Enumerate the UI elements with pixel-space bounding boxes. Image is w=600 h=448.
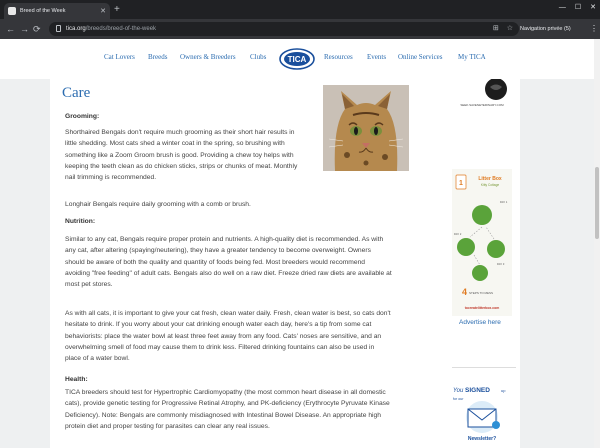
water-line: behaviorists: place the water bowl at least three feet away from any food. Cats' noses are sensitive, and an [65,332,382,340]
site-navigation [50,39,520,79]
svg-text:1: 1 [459,180,463,187]
nutrition-heading: Nutrition: [65,218,96,225]
nutrition-line: most pet stores. [65,281,113,289]
water-line: As with all cats, it is important to give your cat fresh, clean water daily. Fresh, clean water is best, so cats don't [65,310,391,317]
reload-icon[interactable]: ⟳ [33,24,41,34]
bookmark-star-icon[interactable]: ☆ [506,25,513,32]
grooming-line: Shorthaired Bengals don't require much grooming as their short hair results in [65,129,295,136]
lock-icon [56,25,61,32]
new-tab-icon[interactable]: + [114,4,120,15]
url-path: /breeds/breed-of-the-week [85,26,157,32]
incognito-indicator[interactable]: Navigation privée (5) [520,26,571,32]
forward-icon[interactable]: → [20,24,29,34]
health-heading: Health: [65,376,88,383]
tab-close-icon[interactable]: ✕ [100,7,106,15]
litter-ad-url: tocreatelitterbox.com [464,306,500,310]
grooming-line: little shedding. Most cats shed a winter coat in the spring, so brushing with [65,140,285,148]
bengal-cat-photo [323,85,409,171]
nutrition-line: Similar to any cat, Bengals require proper protein and nutrients. A high-quality diet is recommended. As with [65,236,384,243]
minimize-icon[interactable]: — [558,4,566,11]
health-line: Deficiency). Note: Bengals are commonly misdiagnosed with Intestinal Bowel Disease. An appropriate high [65,411,381,419]
sidebar-divider [452,367,516,368]
browser-menu-icon[interactable]: ⋮ [590,24,598,33]
newsletter-up: up [501,388,506,393]
grooming-paragraph [65,127,325,183]
close-window-icon[interactable]: ✕ [590,4,596,11]
nav-owners-breeders[interactable]: Owners & Breeders [180,53,236,61]
newsletter-you: You [453,388,464,394]
window-controls [559,2,596,14]
health-line: TICA breeders should test for Hypertrophic Cardiomyopathy (the most common heart disease in all domestic [65,389,386,396]
tica-logo[interactable] [279,48,315,70]
maximize-icon[interactable]: ☐ [574,4,582,11]
browser-tab[interactable] [4,3,110,19]
web-page [0,39,594,448]
back-icon[interactable]: ← [6,24,15,34]
health-paragraph [65,387,425,432]
longhair-paragraph: Longhair Bengals require daily grooming with a comb or brush. [65,201,251,208]
newsletter-ad[interactable] [452,383,512,443]
advertise-here-link[interactable]: Advertise here [459,319,501,326]
nav-events[interactable]: Events [367,53,387,61]
tab-title: Breed of the Week [20,8,66,14]
url-text[interactable] [66,24,156,34]
omnibox-actions [493,24,513,34]
grooming-heading: Grooming: [65,113,100,120]
article-content [50,79,424,448]
litter-step-label: DAY 2 [454,233,462,236]
nav-my-tica[interactable]: My TICA [458,53,486,61]
url-host: tica.org [66,26,86,32]
newsletter-for-our: for our [453,397,464,401]
nav-clubs[interactable]: Clubs [250,53,267,61]
page-title: Care [62,85,91,101]
address-bar[interactable] [49,22,519,36]
litter-step-label: DAY 3 [497,263,505,266]
grooming-line: nail trimming is recommended. [65,174,157,182]
browser-tab-strip [0,0,600,19]
nutrition-line: any cat, after altering (spaying/neutering), they have a greater tendency to become overweight. Owners [65,247,371,255]
vet-ad-banner[interactable] [452,79,512,109]
litter-ad-steps: STEPS TO MESS [469,291,494,295]
browser-toolbar [0,19,600,39]
nav-online-services[interactable]: Online Services [398,53,443,61]
grooming-line: something like a Zoom Groom brush is good. Providing a chew toy helps with [65,151,294,159]
page-gutter-right [520,79,594,448]
grooming-line: keeping the teeth clean as do chicken sticks, strips or chunks of meat. Monthly [65,162,298,170]
newsletter-text: Newsletter? [467,436,497,442]
page-scrollbar[interactable] [594,39,600,448]
water-paragraph [65,308,425,364]
nutrition-line: avoiding "free feeding" of adult cats. Bengals also do well on a raw diet. Freeze dried raw diets are available at [65,269,392,277]
newsletter-signed: SIGNED [465,387,490,394]
sidebar-ads [424,79,520,448]
litter-step-label: DAY 1 [500,201,508,204]
water-line: place of a water bowl. [65,355,130,363]
water-line: hesitate to drink. If you worry about your cat drinking enough water each day, here's a tip from some cat [65,321,372,329]
logo-text: TICA [287,55,307,64]
water-line: overwhelming smell of food may cause them to drink less. Filtered drinking fountains can also be used in [65,343,375,351]
scrollbar-thumb[interactable] [595,167,599,239]
nutrition-paragraph [65,234,425,290]
nav-cat-lovers[interactable]: Cat Lovers [104,53,135,61]
litter-ad-subtitle: Kitty Cottage [480,183,500,187]
nutrition-line: should be aware of both the quality and quantity of foods being fed. Most breeders would recommend [65,258,366,266]
nav-breeds[interactable]: Breeds [148,53,168,61]
health-line: cats), provide genetic testing for Progressive Retinal Atrophy, and PK-deficiency (Erythrocyte Pyruvate Kinase [65,400,390,408]
vet-ad-caption: SEEK.SAVENETERINARY.COM [460,103,504,107]
litter-ad-title: Litter Box [478,176,502,182]
translate-icon[interactable]: ⊞ [492,25,499,32]
litter-ad-number: 4 [462,287,468,297]
litter-box-ad[interactable] [452,169,512,316]
favicon-icon [8,7,16,15]
nav-resources[interactable]: Resources [324,53,353,61]
health-line: protein diet and proper testing for parasites can clear any real issues. [65,422,270,430]
page-gutter-left [0,79,50,448]
